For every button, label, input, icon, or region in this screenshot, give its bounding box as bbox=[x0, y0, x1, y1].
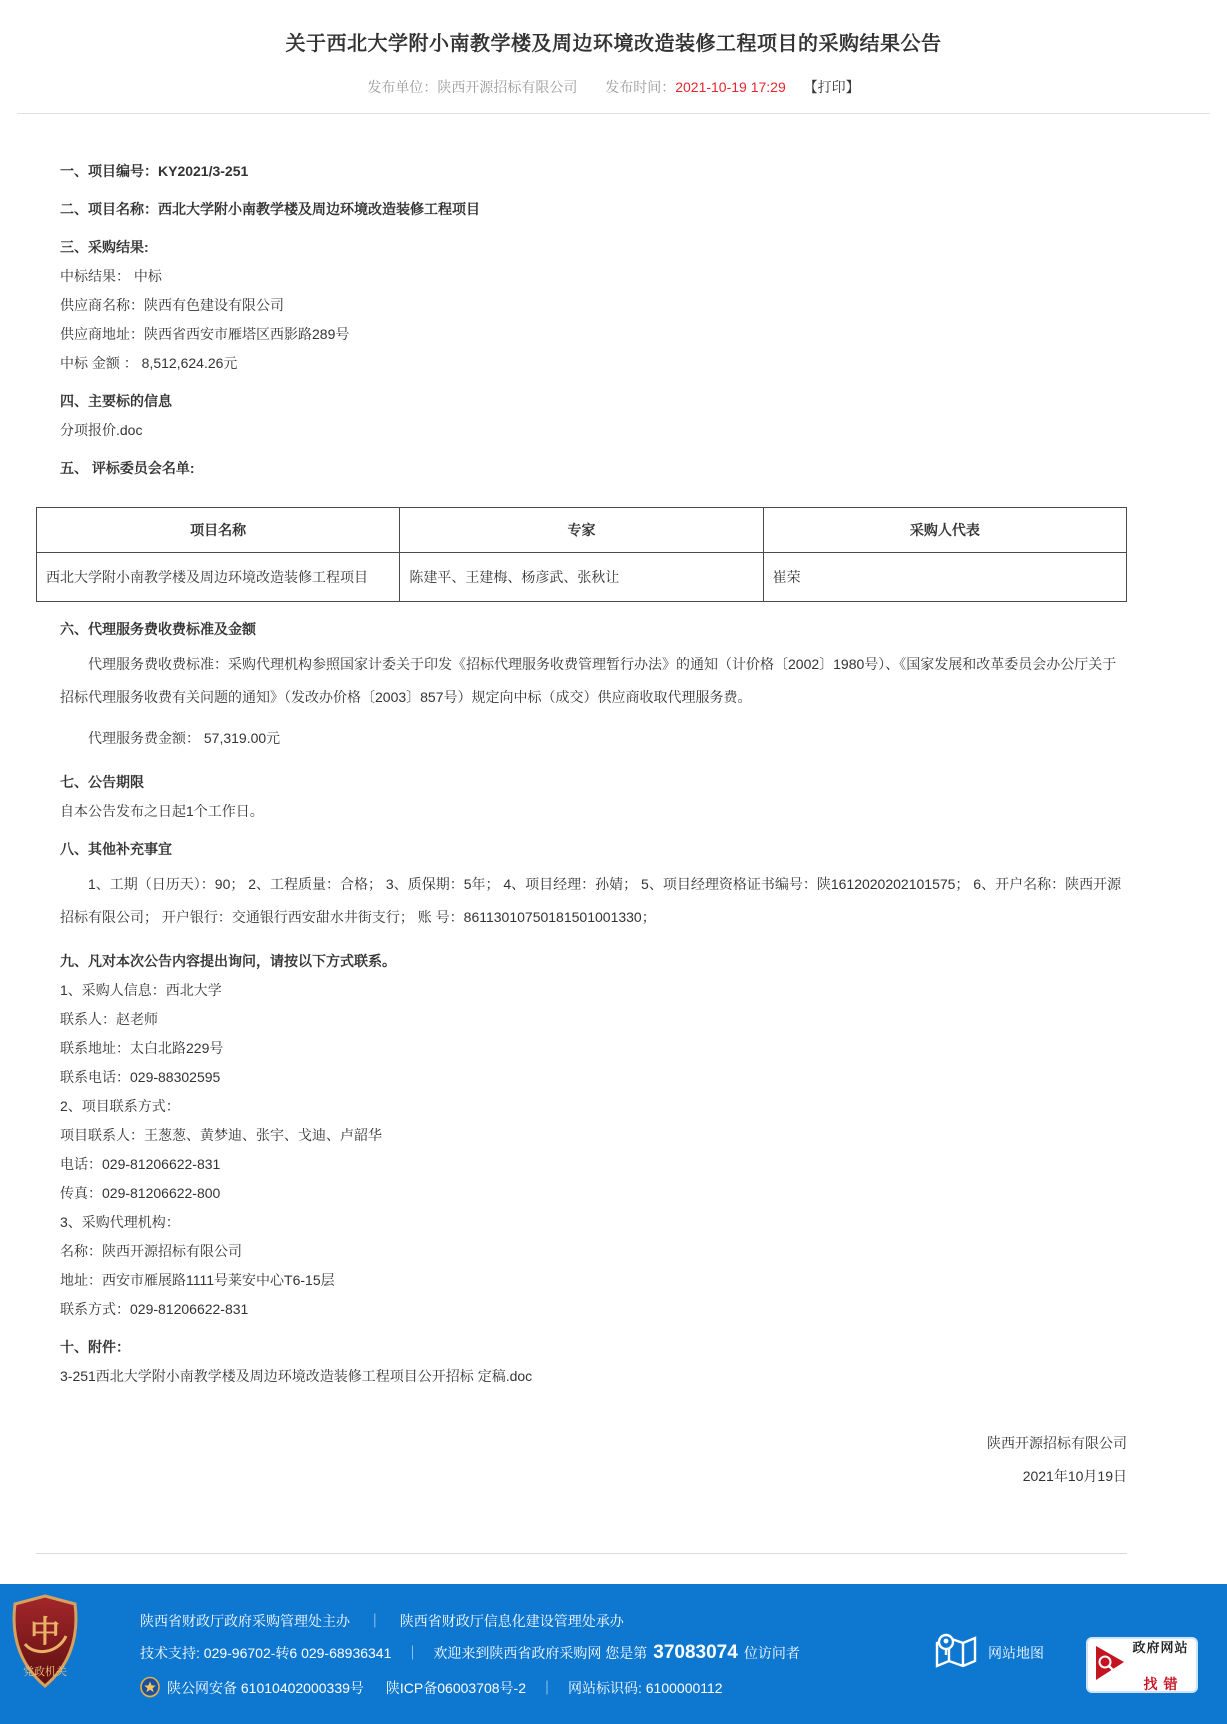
table-row bbox=[37, 553, 1127, 602]
paragraph: 名称：陕西开源招标有限公司 bbox=[60, 1243, 242, 1259]
page-header bbox=[0, 0, 1227, 114]
paragraph: 自本公告发布之日起1个工作日。 bbox=[60, 803, 264, 819]
table-cell: 崔荣 bbox=[763, 553, 1126, 602]
paragraph: 联系地址：太白北路229号 bbox=[60, 1040, 224, 1056]
section-heading: 六、代理服务费收费标准及金额 bbox=[60, 621, 256, 637]
paragraph: 2、项目联系方式： bbox=[60, 1098, 180, 1114]
paragraph: 传真：029-81206622-800 bbox=[60, 1185, 221, 1201]
error-flag-icon bbox=[1094, 1643, 1126, 1688]
visitor-count: 37083074 bbox=[653, 1642, 738, 1663]
police-badge-icon bbox=[140, 1677, 160, 1699]
paragraph: 3、采购代理机构： bbox=[60, 1214, 180, 1230]
paragraph: 1、采购人信息：西北大学 bbox=[60, 982, 222, 998]
section-heading: 一、项目编号：KY2021/3-251 bbox=[60, 163, 249, 179]
paragraph: 联系方式：029-81206622-831 bbox=[60, 1301, 249, 1317]
table-header-cell: 采购人代表 bbox=[763, 508, 1126, 553]
section-heading: 十、附件： bbox=[60, 1339, 130, 1355]
paragraph: 1、工期（日历天）：90； 2、工程质量：合格； 3、质保期：5年； 4、项目经理：孙婧； 5、项目经理资格证书编号：陕1612020202101575； 6、开户名称：陕西开源招标有限公司； 开户银行：交通银行西安甜水井街支行； 账 号：86113010750181501001330； bbox=[60, 876, 1122, 925]
footer-beian-line bbox=[140, 1677, 723, 1699]
icp-beian[interactable]: 陕ICP备06003708号-2 bbox=[385, 1680, 526, 1696]
section-heading: 五、 评标委员会名单: bbox=[60, 460, 195, 476]
svg-text:中: 中 bbox=[30, 1616, 60, 1649]
evaluation-committee-table bbox=[36, 507, 1127, 602]
paragraph: 代理服务费金额： 57,319.00元 bbox=[88, 730, 281, 746]
paragraph: 中标结果： 中标 bbox=[60, 268, 162, 284]
table-header-cell: 专家 bbox=[400, 508, 763, 553]
section-heading: 二、项目名称：西北大学附小南教学楼及周边环境改造装修工程项目 bbox=[60, 201, 480, 217]
paragraph: 项目联系人：王葱葱、黄梦迪、张宇、戈迪、卢韶华 bbox=[60, 1127, 382, 1143]
error-badge-action: 找错 bbox=[1143, 1675, 1184, 1692]
signature-block bbox=[36, 1427, 1127, 1493]
sponsor-right: 陕西省财政厅信息化建设管理处承办 bbox=[399, 1613, 624, 1629]
publish-time-label: 发布时间： bbox=[605, 79, 676, 95]
paragraph: 中标 金额 ： 8,512,624.26元 bbox=[60, 355, 238, 371]
paragraph: 电话：029-81206622-831 bbox=[60, 1156, 221, 1172]
paragraph: 联系人：赵老师 bbox=[60, 1011, 158, 1027]
sponsor-left: 陕西省财政厅政府采购管理处主办 bbox=[140, 1613, 350, 1629]
paragraph: 联系电话：029-88302595 bbox=[60, 1069, 221, 1085]
tech-support: 技术支持: 029-96702-转6 029-68936341 bbox=[140, 1645, 392, 1661]
publisher-name: 陕西开源招标有限公司 bbox=[437, 79, 578, 95]
site-identifier-code: 网站标识码: 6100000112 bbox=[567, 1680, 723, 1696]
committee-table-wrap bbox=[36, 507, 1127, 602]
section-heading: 三、采购结果: bbox=[60, 239, 149, 255]
separator: ｜ bbox=[367, 1613, 382, 1629]
map-icon bbox=[933, 1630, 979, 1675]
attachment-link[interactable]: 3-251西北大学附小南教学楼及周边环境改造装修工程项目公开招标 定稿.doc bbox=[60, 1368, 533, 1384]
publisher-label: 发布单位： bbox=[367, 79, 438, 95]
error-badge-text bbox=[1131, 1637, 1190, 1694]
svg-text:党政机关: 党政机关 bbox=[23, 1666, 67, 1678]
signature-company: 陕西开源招标有限公司 bbox=[987, 1435, 1127, 1451]
publish-meta bbox=[0, 77, 1227, 97]
attachment-link[interactable]: 分项报价.doc bbox=[60, 422, 143, 438]
paragraph: 代理服务费收费标准：采购代理机构参照国家计委关于印发《招标代理服务收费管理暂行办法》的通知（计价格〔2002〕1980号）、《国家发展和改革委员会办公厅关于招标代理服务收费有关问题的通知》（发改办价格〔2003〕857号）规定向中标（成交）供应商收取代理服务费。 bbox=[60, 656, 1117, 705]
paragraph: 供应商地址：陕西省西安市雁塔区西影路289号 bbox=[60, 326, 350, 342]
police-beian[interactable]: 陕公网安备 61010402000339号 bbox=[167, 1680, 364, 1696]
table-cell: 陈建平、王建梅、杨彦武、张秋让 bbox=[400, 553, 763, 602]
signature-date: 2021年10月19日 bbox=[1022, 1468, 1127, 1484]
content-bottom-divider bbox=[36, 1553, 1127, 1554]
sitemap-link[interactable] bbox=[933, 1630, 1044, 1675]
section-heading: 七、公告期限 bbox=[60, 774, 144, 790]
welcome-text: 欢迎来到陕西省政府采购网 您是第 bbox=[433, 1645, 648, 1661]
page-title: 关于西北大学附小南教学楼及周边环境改造装修工程项目的采购结果公告 bbox=[285, 33, 942, 55]
table-header-cell: 项目名称 bbox=[37, 508, 400, 553]
announcement-content bbox=[36, 114, 1127, 1554]
sitemap-label: 网站地图 bbox=[988, 1644, 1044, 1661]
table-cell: 西北大学附小南教学楼及周边环境改造装修工程项目 bbox=[37, 553, 400, 602]
party-government-shield-icon bbox=[8, 1594, 82, 1693]
footer bbox=[0, 1584, 1227, 1724]
paragraph: 地址：西安市雁展路1111号莱安中心T6-15层 bbox=[60, 1272, 335, 1288]
section-heading: 九、凡对本次公告内容提出询问，请按以下方式联系。 bbox=[60, 953, 396, 969]
separator: ｜ bbox=[405, 1645, 420, 1661]
footer-support-line bbox=[140, 1642, 800, 1664]
error-badge-title: 政府网站 bbox=[1132, 1639, 1189, 1655]
content-blocks bbox=[36, 161, 1127, 1493]
publish-time: 2021-10-19 17:29 bbox=[675, 79, 786, 95]
paragraph: 供应商名称：陕西有色建设有限公司 bbox=[60, 297, 284, 313]
separator: ｜ bbox=[539, 1680, 554, 1696]
gov-site-error-report-badge[interactable] bbox=[1086, 1637, 1198, 1693]
section-heading: 八、其他补充事宜 bbox=[60, 841, 172, 857]
print-button[interactable]: 【打印】 bbox=[803, 79, 860, 95]
footer-sponsor-line bbox=[140, 1611, 624, 1631]
visitor-suffix: 位访问者 bbox=[743, 1645, 800, 1661]
section-heading: 四、主要标的信息 bbox=[60, 393, 172, 409]
